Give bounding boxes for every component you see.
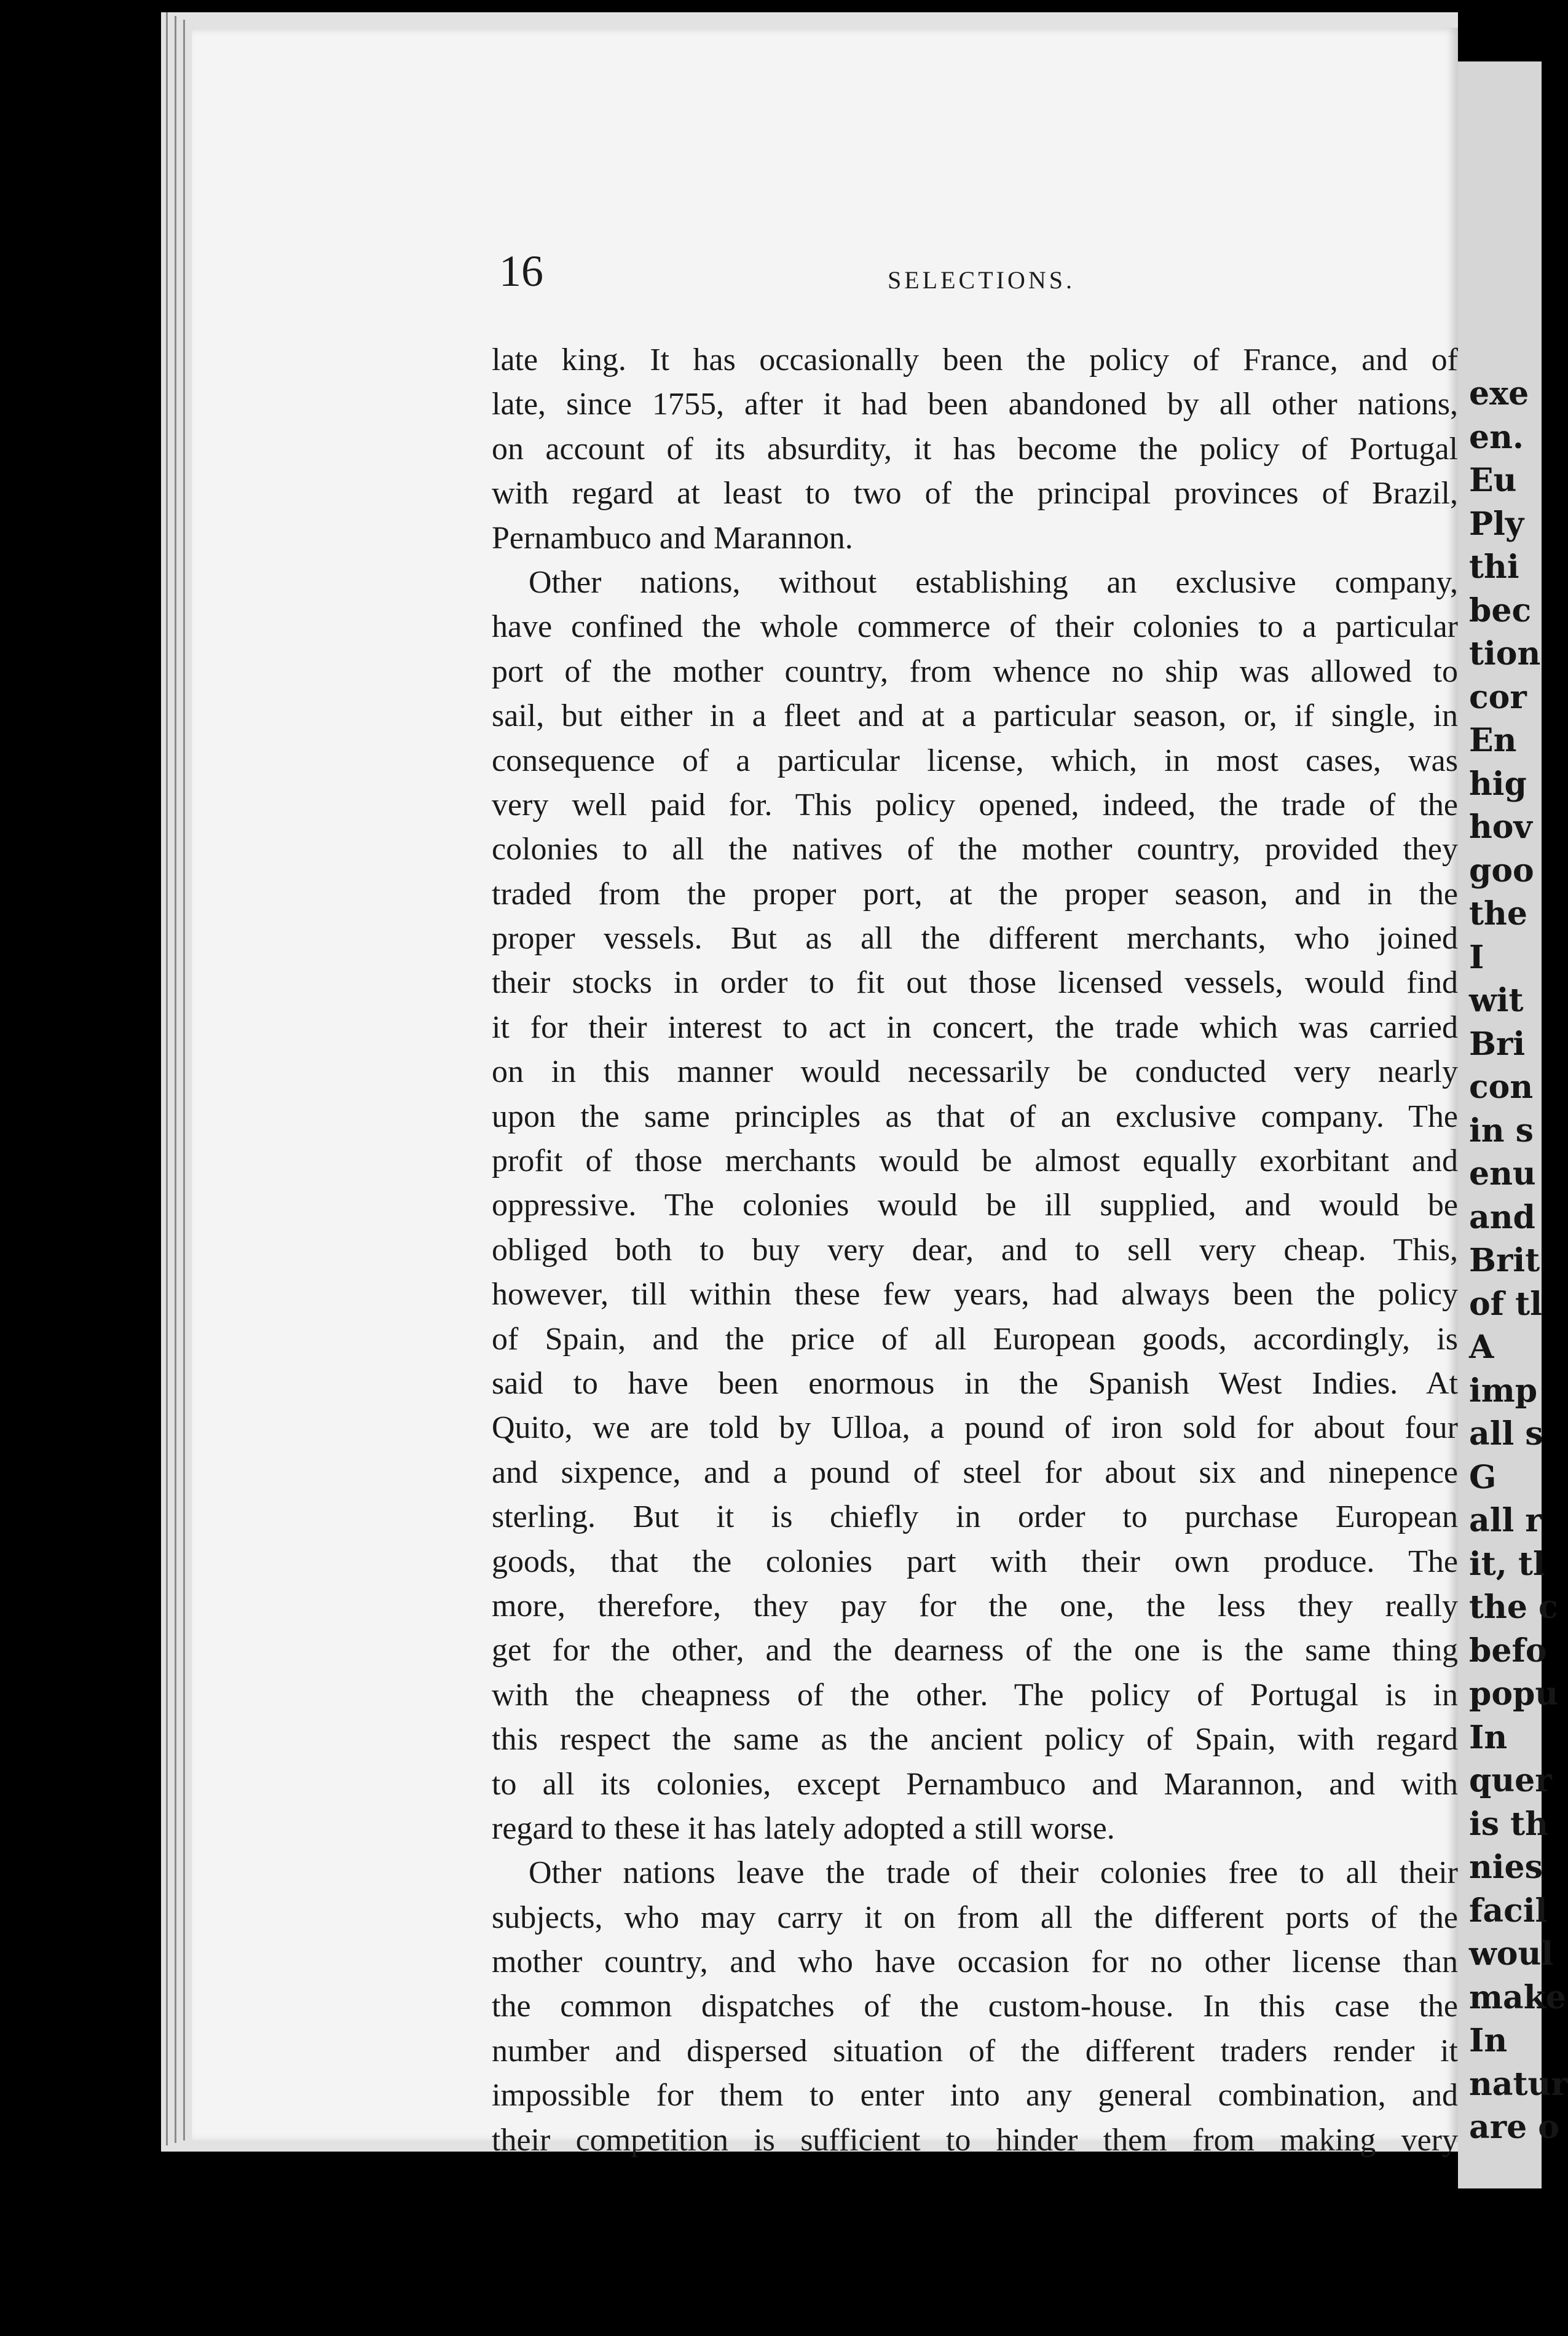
text-line: late king. It has occasionally been the policy of France, and of bbox=[492, 342, 1458, 377]
facing-page-fragment: I bbox=[1469, 938, 1484, 976]
facing-page-fragment: G bbox=[1469, 1458, 1497, 1496]
facing-page-fragment: con bbox=[1469, 1068, 1534, 1106]
body-text bbox=[492, 338, 1458, 2158]
text-line: Other nations, without establishing an exclusive company, bbox=[529, 564, 1458, 600]
facing-page-fragment: cor bbox=[1469, 678, 1527, 716]
facing-page-fragment: facil bbox=[1469, 1892, 1548, 1930]
facing-page-fragment: nies bbox=[1469, 1849, 1543, 1886]
facing-page-fragment: woul bbox=[1469, 1935, 1554, 1973]
text-line: number and dispersed situation of the different traders render it bbox=[492, 2033, 1458, 2069]
text-line: get for the other, and the dearness of the one is the same thing bbox=[492, 1633, 1458, 1668]
text-line: their stocks in order to fit out those licensed vessels, would find bbox=[492, 965, 1458, 1001]
text-line: mother country, and who have occasion for no other license than bbox=[492, 1944, 1458, 1980]
text-line: oppressive. The colonies would be ill supplied, and would be bbox=[492, 1188, 1458, 1223]
running-head: SELECTIONS. bbox=[888, 266, 1075, 294]
text-line: upon the same principles as that of an exclusive company. The bbox=[492, 1099, 1458, 1134]
page-number: 16 bbox=[499, 247, 543, 296]
text-line: proper vessels. But as all the different merchants, who joined bbox=[492, 921, 1458, 957]
facing-page-fragment: In bbox=[1469, 1718, 1508, 1756]
facing-page-edge bbox=[1458, 61, 1568, 2188]
facing-page-fragment: are o bbox=[1469, 2109, 1559, 2146]
text-line: to all its colonies, except Pernambuco and Marannon, and with bbox=[492, 1766, 1458, 1802]
text-line: the common dispatches of the custom-house. In this case the bbox=[492, 1989, 1458, 2024]
facing-page-fragment: the c bbox=[1469, 1588, 1558, 1626]
text-line: of Spain, and the price of all European goods, accordingly, is bbox=[492, 1321, 1458, 1357]
facing-page-fragment: Bri bbox=[1469, 1025, 1526, 1063]
facing-page-fragment: and bbox=[1469, 1198, 1535, 1236]
facing-page-fragment: Eu bbox=[1469, 462, 1517, 499]
facing-page-fragment: En bbox=[1469, 722, 1517, 759]
text-line: late, since 1755, after it had been abandoned by all other nations, bbox=[492, 387, 1458, 422]
facing-page-fragment: natur bbox=[1469, 2065, 1568, 2103]
text-line: colonies to all the natives of the mother country, provided they bbox=[492, 832, 1458, 867]
text-line: more, therefore, they pay for the one, the less they really bbox=[492, 1588, 1458, 1624]
facing-page-fragment: in s bbox=[1469, 1111, 1534, 1150]
text-line: Pernambuco and Marannon. bbox=[492, 520, 853, 556]
paragraph-1 bbox=[492, 338, 1458, 561]
text-line: however, till within these few years, had always been the policy bbox=[492, 1277, 1458, 1312]
facing-page-fragment: all r bbox=[1469, 1502, 1542, 1539]
facing-page-fragment: bec bbox=[1469, 591, 1532, 629]
page-edge-line bbox=[175, 16, 176, 2143]
facing-page-fragment: quer bbox=[1469, 1762, 1552, 1799]
facing-page-fragment: it, tl bbox=[1469, 1545, 1545, 1583]
facing-page-fragment: A bbox=[1469, 1328, 1494, 1366]
facing-page-fragment: hov bbox=[1469, 808, 1532, 846]
text-line: profit of those merchants would be almost equally exorbitant and bbox=[492, 1143, 1458, 1179]
text-line: have confined the whole commerce of their colonies to a particular bbox=[492, 609, 1458, 645]
page-edge-line bbox=[166, 12, 168, 2145]
text-line: very well paid for. This policy opened, indeed, the trade of the bbox=[492, 787, 1458, 823]
page-edge-line bbox=[183, 20, 185, 2141]
facing-page-fragment: imp bbox=[1469, 1371, 1538, 1410]
text-line: on in this manner would necessarily be conducted very nearly bbox=[492, 1054, 1458, 1090]
text-line: traded from the proper port, at the proper season, and in the bbox=[492, 876, 1458, 912]
page-header bbox=[499, 246, 1421, 301]
facing-page-fragment: thi bbox=[1469, 548, 1519, 586]
facing-page-fragment: befo bbox=[1469, 1632, 1547, 1670]
facing-page-fragment: all s bbox=[1469, 1415, 1543, 1453]
text-line: sterling. But it is chiefly in order to purchase European bbox=[492, 1499, 1458, 1535]
facing-page-fragment: exe bbox=[1469, 375, 1529, 412]
text-line: port of the mother country, from whence no ship was allowed to bbox=[492, 653, 1458, 689]
paragraph-2 bbox=[492, 561, 1458, 1851]
facing-page-fragment: In bbox=[1469, 2022, 1508, 2059]
facing-page-fragment: popu bbox=[1469, 1675, 1559, 1713]
facing-page-fragment: Ply bbox=[1469, 505, 1524, 543]
text-line: obliged both to buy very dear, and to sell very cheap. This, bbox=[492, 1232, 1458, 1268]
facing-page-fragment: en. bbox=[1469, 418, 1524, 456]
text-line: Other nations leave the trade of their colonies free to all their bbox=[529, 1855, 1458, 1891]
facing-page-fragment: of tl bbox=[1469, 1285, 1542, 1323]
facing-page-fragment: wit bbox=[1469, 982, 1524, 1019]
facing-page-fragment: enu bbox=[1469, 1155, 1536, 1193]
text-line: with the cheapness of the other. The policy of Portugal is in bbox=[492, 1677, 1458, 1713]
facing-page-fragment: Brit bbox=[1469, 1242, 1540, 1279]
text-line: with regard at least to two of the principal provinces of Brazil, bbox=[492, 476, 1458, 511]
text-line: it for their interest to act in concert, the trade which was carried bbox=[492, 1009, 1458, 1045]
facing-page-fragment: goo bbox=[1469, 851, 1534, 890]
facing-page-fragment: the bbox=[1469, 895, 1527, 933]
paragraph-3 bbox=[492, 1851, 1458, 2163]
text-line: impossible for them to enter into any general combination, and bbox=[492, 2078, 1458, 2113]
text-line: Quito, we are told by Ulloa, a pound of iron sold for about four bbox=[492, 1410, 1458, 1446]
text-line: on account of its absurdity, it has become the policy of Portugal bbox=[492, 431, 1458, 467]
text-line: consequence of a particular license, which, in most cases, was bbox=[492, 743, 1458, 778]
facing-page-fragment: make bbox=[1469, 1978, 1566, 2016]
facing-page-fragment: is th bbox=[1469, 1805, 1548, 1843]
text-line: said to have been enormous in the Spanish West Indies. At bbox=[492, 1365, 1458, 1401]
facing-page-fragment: hig bbox=[1469, 765, 1527, 803]
text-line: regard to these it has lately adopted a still worse. bbox=[492, 1810, 1115, 1846]
text-line: and sixpence, and a pound of steel for about six and ninepence bbox=[492, 1454, 1458, 1490]
text-line: goods, that the colonies part with their own produce. The bbox=[492, 1544, 1458, 1579]
facing-page-fragment: tion bbox=[1469, 635, 1541, 673]
text-line: subjects, who may carry it on from all the different ports of the bbox=[492, 1900, 1458, 1935]
text-line: this respect the same as the ancient policy of Spain, with regard bbox=[492, 1722, 1458, 1758]
text-line: their competition is sufficient to hinder them from making very bbox=[492, 2122, 1458, 2158]
text-line: sail, but either in a fleet and at a particular season, or, if single, in bbox=[492, 698, 1458, 734]
